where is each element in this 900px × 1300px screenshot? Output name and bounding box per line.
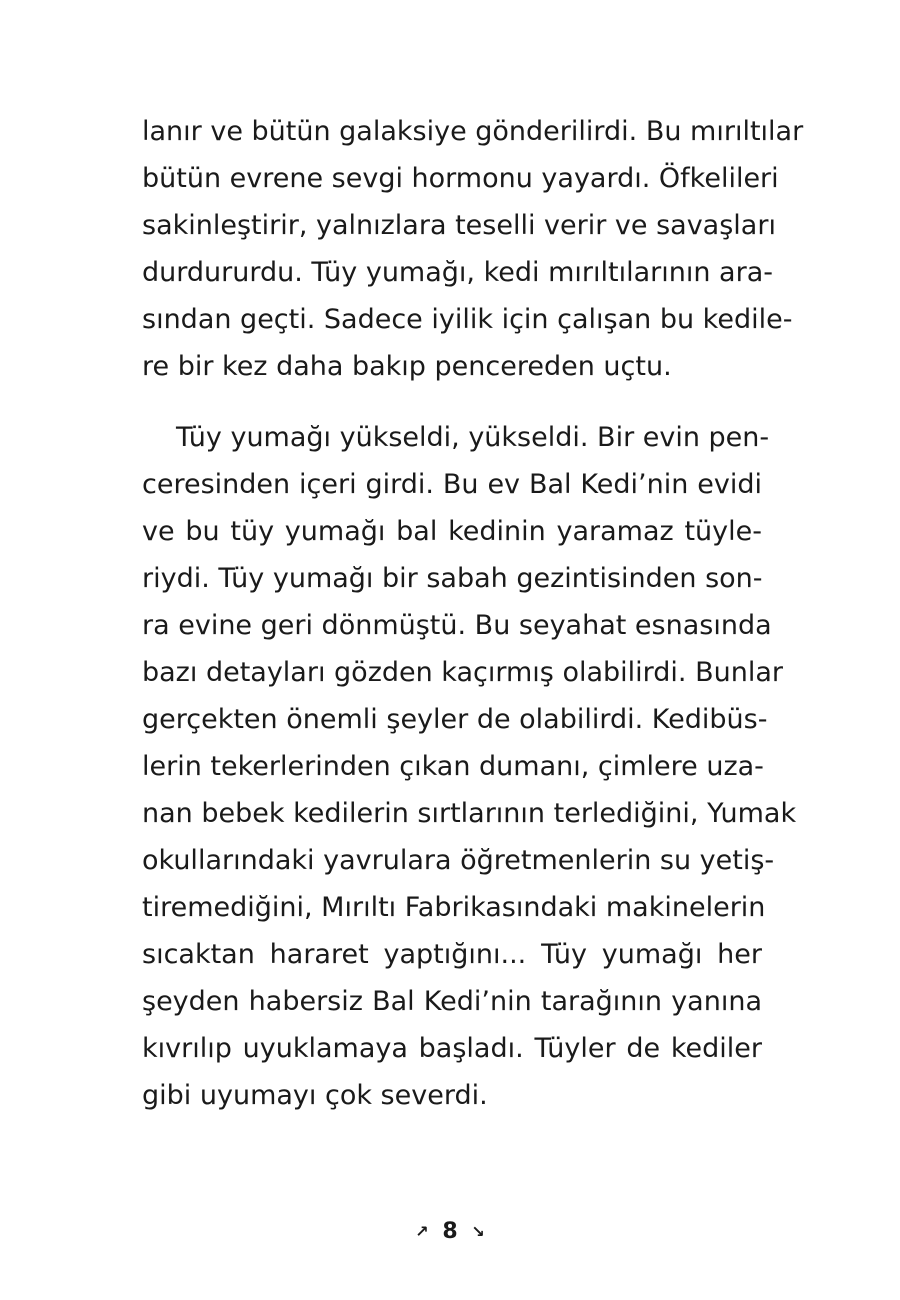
text-line: lanır ve bütün galaksiye gönderilirdi. Bu mırıltılar xyxy=(142,116,804,147)
text-line: bazı detayları gözden kaçırmış olabilirdi. Bunlar xyxy=(142,657,783,688)
text-line: durdururdu. Tüy yumağı, kedi mırıltılarının ara- xyxy=(142,257,773,288)
text-line: tiremediğini, Mırıltı Fabrikasındaki makinelerin xyxy=(142,892,766,923)
text-line: re bir kez daha bakıp pencereden uçtu. xyxy=(142,351,672,382)
text-line: gerçekten önemli şeyler de olabilirdi. Kedibüs- xyxy=(142,704,768,735)
body-text xyxy=(142,108,804,1119)
right-ornament-icon: ↘ xyxy=(471,1221,485,1241)
text-line: sından geçti. Sadece iyilik için çalışan bu kedile- xyxy=(142,304,793,335)
text-line: ceresinden içeri girdi. Bu ev Bal Kedi’nin evidi xyxy=(142,469,762,500)
text-line: lerin tekerlerinden çıkan dumanı, çimlere uza- xyxy=(142,751,764,782)
text-line: okullarındaki yavrulara öğretmenlerin su yetiş- xyxy=(142,845,775,876)
text-line: Tüy yumağı yükseldi, yükseldi. Bir evin pen- xyxy=(176,422,770,453)
left-ornament-icon: ↗ xyxy=(415,1221,429,1241)
page-number-footer xyxy=(0,1218,900,1244)
paragraph-2 xyxy=(142,414,797,1119)
text-line: ve bu tüy yumağı bal kedinin yaramaz tüyle- xyxy=(142,516,762,547)
text-line: kıvrılıp uyuklamaya başladı. Tüyler de kediler xyxy=(142,1033,762,1064)
text-line: riydi. Tüy yumağı bir sabah gezintisinden son- xyxy=(142,563,763,594)
page-number: 8 xyxy=(442,1218,458,1244)
text-line: sıcaktan hararet yaptığını... Tüy yumağı her xyxy=(142,939,762,970)
text-line: sakinleştirir, yalnızlara teselli verir ve savaşları xyxy=(142,210,776,241)
text-line: gibi uyumayı çok severdi. xyxy=(142,1080,488,1111)
paragraph-1 xyxy=(142,108,804,390)
text-line: nan bebek kedilerin sırtlarının terlediğini, Yumak xyxy=(142,798,797,829)
paragraph-spacer xyxy=(142,390,762,414)
text-line: şeyden habersiz Bal Kedi’nin tarağının yanına xyxy=(142,986,762,1017)
text-line: ra evine geri dönmüştü. Bu seyahat esnasında xyxy=(142,610,772,641)
text-line: bütün evrene sevgi hormonu yayardı. Öfkelileri xyxy=(142,163,779,194)
